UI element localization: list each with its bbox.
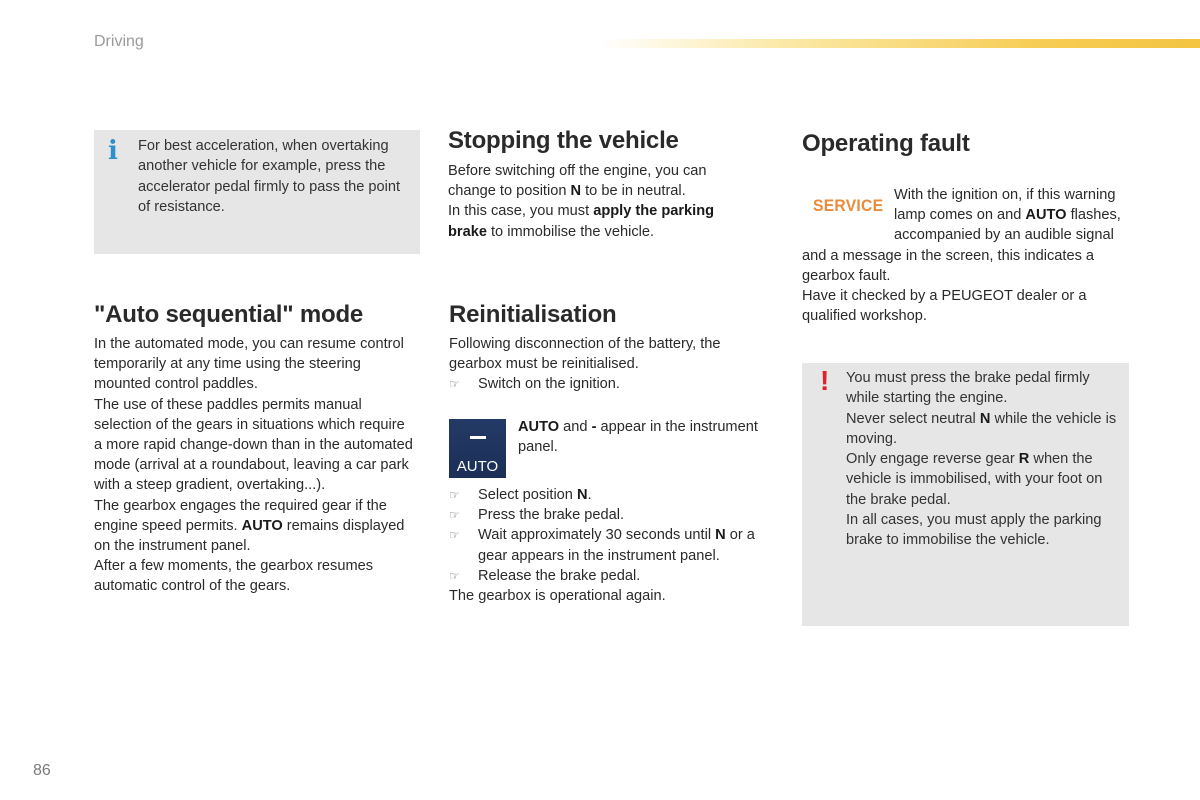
auto-display-icon (449, 419, 506, 478)
reinit-step-5: ☞ Release the brake pedal. (449, 566, 779, 586)
info-box (94, 130, 420, 254)
reinit-outro: The gearbox is operational again. (449, 588, 666, 605)
auto-sequential-title: "Auto sequential" mode (94, 301, 364, 328)
info-text: For best acceleration, when overtaking another vehicle for example, press the accelerator pedal firmly to pass the point of resistance. (138, 138, 401, 215)
reinit-intro: Following disconnection of the battery, the gearbox must be reinitialised. (449, 336, 721, 373)
auto-sequential-body (94, 334, 414, 597)
reinit-step-4: ☞ Wait approximately 30 seconds until N or a gear appears in the instrument panel. (449, 527, 755, 564)
stopping-title: Stopping the vehicle (448, 127, 679, 154)
service-warning-lamp-icon: SERVICE (813, 196, 884, 215)
reinit-steps-block (449, 485, 779, 606)
warning-line-2: Never select neutral N while the vehicle is moving. (846, 410, 1117, 447)
info-icon: i (108, 136, 118, 166)
minus-symbol (470, 436, 486, 439)
page-number: 86 (33, 762, 51, 779)
auto-display-label: AUTO (456, 458, 499, 475)
reinit-title: Reinitialisation (449, 301, 617, 328)
fault-title: Operating fault (802, 130, 970, 157)
section-label: Driving (94, 33, 144, 50)
warning-text (846, 368, 1124, 551)
stopping-p1: Before switching off the engine, you can change to position N to be in neutral. (448, 163, 707, 200)
fault-p2: Have it checked by a PEUGEOT dealer or a qualified workshop. (802, 288, 1087, 325)
hand-pointer-icon: ☞ (449, 488, 460, 502)
warning-line-3: Only engage reverse gear R when the vehicle is immobilised, with your foot on the brake pedal. (846, 451, 1103, 508)
reinit-step-3: ☞ Press the brake pedal. (449, 505, 779, 525)
reinit-step-1: ☞ Switch on the ignition. (449, 374, 749, 394)
hand-pointer-icon: ☞ (449, 568, 460, 583)
hand-pointer-icon: ☞ (449, 528, 460, 543)
warning-line-4: In all cases, you must apply the parking brake to immobilise the vehicle. (846, 512, 1102, 549)
stopping-body (448, 161, 748, 242)
auto-sequential-p1: In the automated mode, you can resume control temporarily at any time using the steering mounted control paddles. (94, 336, 404, 393)
reinit-display-text: AUTO and - appear in the instrument panel. (518, 419, 758, 456)
stopping-p2: In this case, you must apply the parking brake to immobilise the vehicle. (448, 203, 715, 240)
fault-body (802, 185, 1130, 326)
warning-box (802, 363, 1129, 626)
auto-sequential-p4: After a few moments, the gearbox resumes automatic control of the gears. (94, 558, 374, 595)
warning-icon: ! (820, 365, 830, 396)
fault-p1: With the ignition on, if this warning lamp comes on and AUTO flashes, accompanied by an audible signal and a message in the screen, this indicates a gearbox fault. (802, 187, 1121, 284)
header-accent-bar (600, 39, 1200, 48)
hand-pointer-icon: ☞ (449, 508, 460, 523)
warning-line-1: You must press the brake pedal firmly while starting the engine. (846, 370, 1090, 407)
reinit-intro-block (449, 334, 749, 395)
auto-sequential-p3: The gearbox engages the required gear if the engine speed permits. AUTO remains displayed on the instrument panel. (94, 497, 405, 555)
auto-sequential-p2: The use of these paddles permits manual selection of the gears in situations which require a more rapid change-down than in the automated mode (arrival at a roundabout, leaving a car park with a steep gradient, overtaking...). (94, 396, 413, 494)
reinit-step-2: ☞ Select position N. (449, 485, 779, 505)
hand-pointer-icon: ☞ (449, 377, 460, 392)
